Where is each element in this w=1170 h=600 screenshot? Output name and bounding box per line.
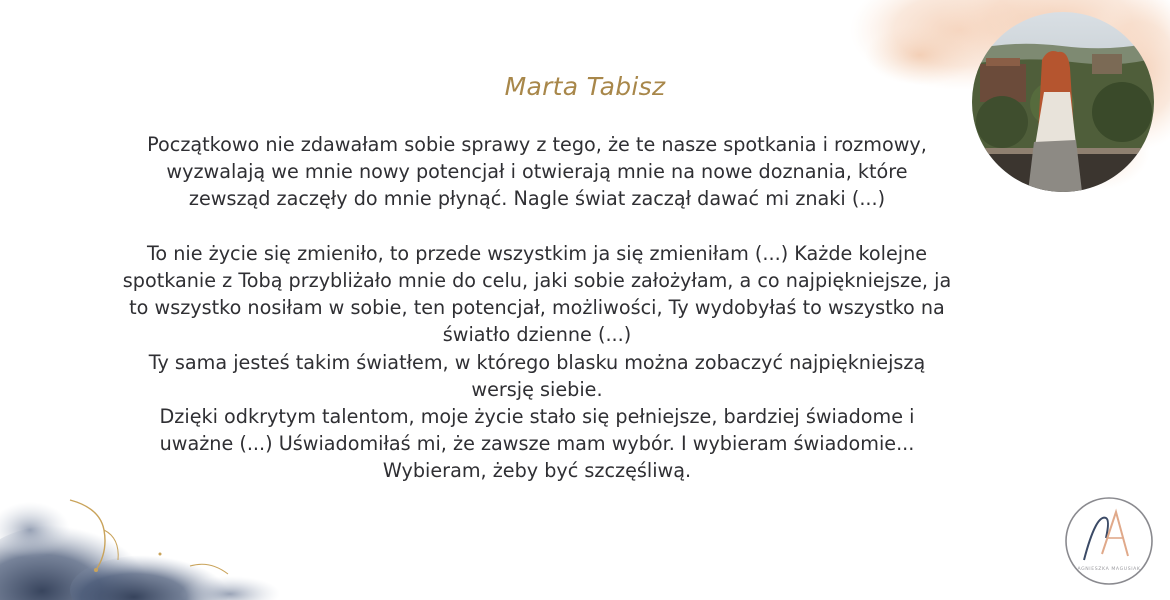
testimonial-line: to wszystko nosiłam w sobie, ten potencjał, możliwości, Ty wydobyłaś to wszystko na bbox=[129, 296, 945, 320]
testimonial-line: Dzięki odkrytym talentom, moje życie stało się pełniejsze, bardziej świadome i bbox=[159, 405, 915, 429]
testimonial-line: To nie życie się zmieniło, to przede wszystkim ja się zmieniłam (...) Każde kolejne bbox=[146, 241, 928, 265]
paragraph-break bbox=[68, 213, 1006, 240]
testimonial-text bbox=[68, 131, 1006, 485]
testimonial-line: uważne (...) Uświadomiłaś mi, że zawsze mam wybór. I wybieram świadomie... bbox=[159, 432, 915, 456]
testimonial-line: spotkanie z Tobą przybliżało mnie do celu, jaki sobie założyłam, a co najpiękniejsze, ja bbox=[122, 269, 952, 292]
testimonial-line: Początkowo nie zdawałam sobie sprawy z tego, że te nasze spotkania i rozmowy, bbox=[147, 133, 927, 156]
testimonial-line: światło dzienne (...) bbox=[442, 323, 632, 347]
testimonial-line: Wybieram, żeby być szczęśliwą. bbox=[382, 459, 692, 483]
author-name: Marta Tabisz bbox=[504, 72, 666, 101]
testimonial-line: wersję siebie. bbox=[471, 377, 603, 401]
logo-text: AGNIESZKA MAGUSIAK bbox=[1077, 567, 1141, 572]
testimonial-line: Ty sama jesteś takim światłem, w którego blasku można zobaczyć najpiękniejszą bbox=[148, 350, 926, 374]
testimonial-line: zewsząd zaczęły do mnie płynąć. Nagle świat zaczął dawać mi znaki (...) bbox=[188, 187, 886, 211]
am-monogram-logo bbox=[1062, 494, 1156, 588]
ink-watercolor-decoration bbox=[0, 490, 280, 600]
testimonial-line: wyzwalają we mnie nowy potencjał i otwierają mnie na nowe doznania, które bbox=[166, 160, 908, 184]
